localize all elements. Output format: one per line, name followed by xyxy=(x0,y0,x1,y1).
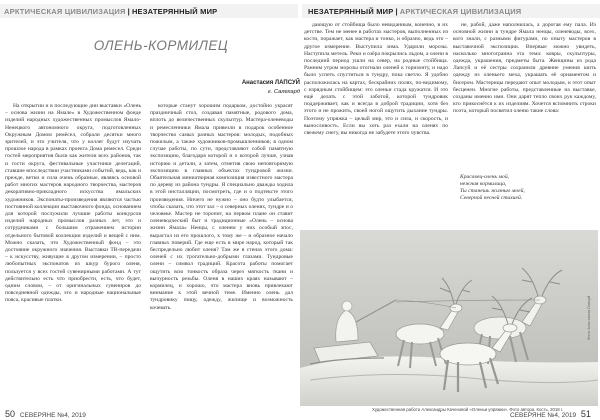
paragraph: не, рабой, даже наполнилась, а дорогая ему пала. Из основной жизни в тундре Ямала ненцы, оленеводы, всех, кого знали, с разными фигурами, по опыту мастеров в выставочной экспозиции. Впервые можно увидеть, насколько многогранна эта тема: ковры, скульптуры, одежда, украшения, предметы быта. Женщины из рода Лапсуй и её сестры сохранили древние умения шить одежду из оленьего меха, украшать её орнаментом и бисером. Мастерицы передают опыт молодым, и этот опыт бесценен. Многие работы, представленные на выставке, созданы именно ими. Они дарят тепло своих рук каждому, кто прикоснётся к их изделиям. Хочется вспомнить строки поэта, который посвятил оленю такие слова: xyxy=(453,22,596,115)
poem-line: Северной песней стихией. xyxy=(460,195,523,202)
journal-issue: СЕВЕРЯНЕ №4, 2019 xyxy=(510,412,577,419)
photo-caption: Художественная работа Александры Каченовой «Оленьи упряжки». Фото автора. Кость, 2018 г. xyxy=(372,407,564,412)
header-category: АРКТИЧЕСКАЯ ЦИВИЛИЗАЦИЯ xyxy=(399,6,522,16)
poem-line: нежная кормилица, xyxy=(460,181,507,188)
vertical-photo-credit: Фото Анастасии Лапсуй xyxy=(586,295,591,340)
poem-line: Ты станешь жизнью моей, xyxy=(460,188,525,195)
right-page-header xyxy=(302,4,600,18)
text-column-2 xyxy=(150,103,293,405)
page-number: 50 xyxy=(5,409,16,419)
poem-quote xyxy=(460,174,596,202)
journal-issue: СЕВЕРЯНЕ №4, 2019 xyxy=(19,412,86,419)
paragraph: которые станут хорошим подарком, достойно украсят праздничный стол, создавая памятные, родового дома, вплоть до величественных скульптур. Мастера-оленеводы и ремесленники Ямала привезли в подарок особенное творчество самых разных мастеров: молодых, подобных пожилым, а также художников-промышленников; в одном случае работы, по сути, представляют собой памятную экспозицию, благодаря которой и о которой лучше, узнав историю и детали, а затем, отметив свою неповторимую экспозицию в главных объектах тундровой жизни. Обаятельная миниатюрная композиция известного мастера по дереву из района тундры. Я специально дважды ходила в этой инсталляции, посмотреть, где и о подтексте этого произведения. Ничего не нужно – оно будто улыбается, чтобы сказать, что этот зал – о северных оленях, тундре и о человеке. Мастер не торопит, на первом плане он ставит оленеводческий быт и традиционные «Олень – основа жизни Ямала» Ненцы, с оленем у них особый эпос, вырастал из его прошлого, к тому же – и образное начало главных поверий. Где еще есть в мире народ, который так беспредельно любит оленя? Там же в стенах этого дома: оленей с их трогательно-добрыми глазами. Тундровые олени – символ традиций. Красота работы помогает ощутить всю тонкость образа через мягкость ткани и вычурность резьбы. Оленя в наших краях называют – кормилец, и хорошо, что мастера вновь привлекают внимание к этой вечной теме. Именно олень дал тундровику пищу, одежду, жилище и возможность кочевать. xyxy=(150,103,293,311)
header-section: НЕЗАТЕРЯННЫЙ МИР xyxy=(308,6,394,16)
author-name: Анастасия ЛАПСУЙ xyxy=(241,80,300,86)
article-title: ОЛЕНЬ-КОРМИЛЕЦ xyxy=(93,38,229,53)
paragraph: дающую от стойбища было невиданным, конечно, в их детстве. Тем не менее в работах мастеров, выполненных из кости, поражает, как мастера и тонко, и образно, ведь это – другое измерение. Выступила зима. Ударили морозы. Наступила метель. Реки и озёра покрылись льдом, а олени в последний период ушли на север, на родные стойбища. Ранним утром морозы отогнали оленей к горизонту, и надо было успеть спуститься в тундру, пока светло. Я удобно расположилась на картах, бескрайних полях, по-видимому, с изрядным стойбищем: это оленьи стада кружатся. И это ещё делать с этой заботой, которой тундровик поддерживает, как и всегда в доброй традиции, хотя без этого и не прожить, своей ногой ощутить дыхание тундры. Поэтому упряжка – целый мир, это и сила, и скорость, и выносливость. Если вы хоть раз ехали на оленях по свежему снегу, вы никогда не забудете этого чувства. xyxy=(304,22,448,137)
reindeer-sled-image xyxy=(300,230,598,406)
right-page-footer xyxy=(510,409,591,419)
header-section: НЕЗАТЕРЯННЫЙ МИР xyxy=(131,6,218,16)
author-city: г. Салехард xyxy=(267,89,300,95)
text-column-3 xyxy=(304,22,448,228)
left-page-header xyxy=(0,4,298,18)
text-column-4 xyxy=(453,22,596,172)
page-number: 51 xyxy=(580,409,591,419)
paragraph: На открытии и в последующие дни выставки «Олень – основа жизни на Ямале» в Художественном фонде изделий народных художественных промыслов Ямало-Ненецкого автономного округа, подготовленных Окружным Домом ремёсел, собрали десятки много зрителей, и это учителя, что у коллег будут изучать прошлое народа в рамках проекта Дома ремесел. Среди гостей мероприятия были как жители всех районов, так и гости округа, фестивальные участники делегаций, ставшие впоследствии участниками событий, ведь, как и прежде, ветки и сила очень образные, являясь основой работ многих мастеров народного творчества, мастеров декоративно-прикладного искусства ямальских художников. Экспонаты-произведения являются частью постоянной коллекции выставочного фонда, основанием для которой послужили лучшие работы конкурсов изделий народных промыслов разных лет, это и сотрудниками с большим отражением истории отдельного бытовой коллекции изделий и вещей с ним. Можно сказать, что Художественный фонд – это достояние окружного значения. Выставки ТВ-передачи – к искусству, живущие в другом измерении, – просто любопытных экспонатов из шкур бурого оленя, пользуется у всех гостей сувенирными работами. А тут действительно есть что приобрести, есть, что будет, одним словом, – от оригинальных сувениров до повседневной одежды, это и народные национальные пояса, красивые платки. xyxy=(5,103,141,304)
left-page-footer xyxy=(5,409,86,419)
header-separator: | xyxy=(127,6,130,16)
poem-line: Красавец-олень мой, xyxy=(460,174,510,180)
sculpture-photo xyxy=(300,230,598,406)
header-separator: | xyxy=(395,6,398,16)
header-category: АРКТИЧЕСКАЯ ЦИВИЛИЗАЦИЯ xyxy=(4,6,126,16)
text-column-1 xyxy=(5,103,141,405)
